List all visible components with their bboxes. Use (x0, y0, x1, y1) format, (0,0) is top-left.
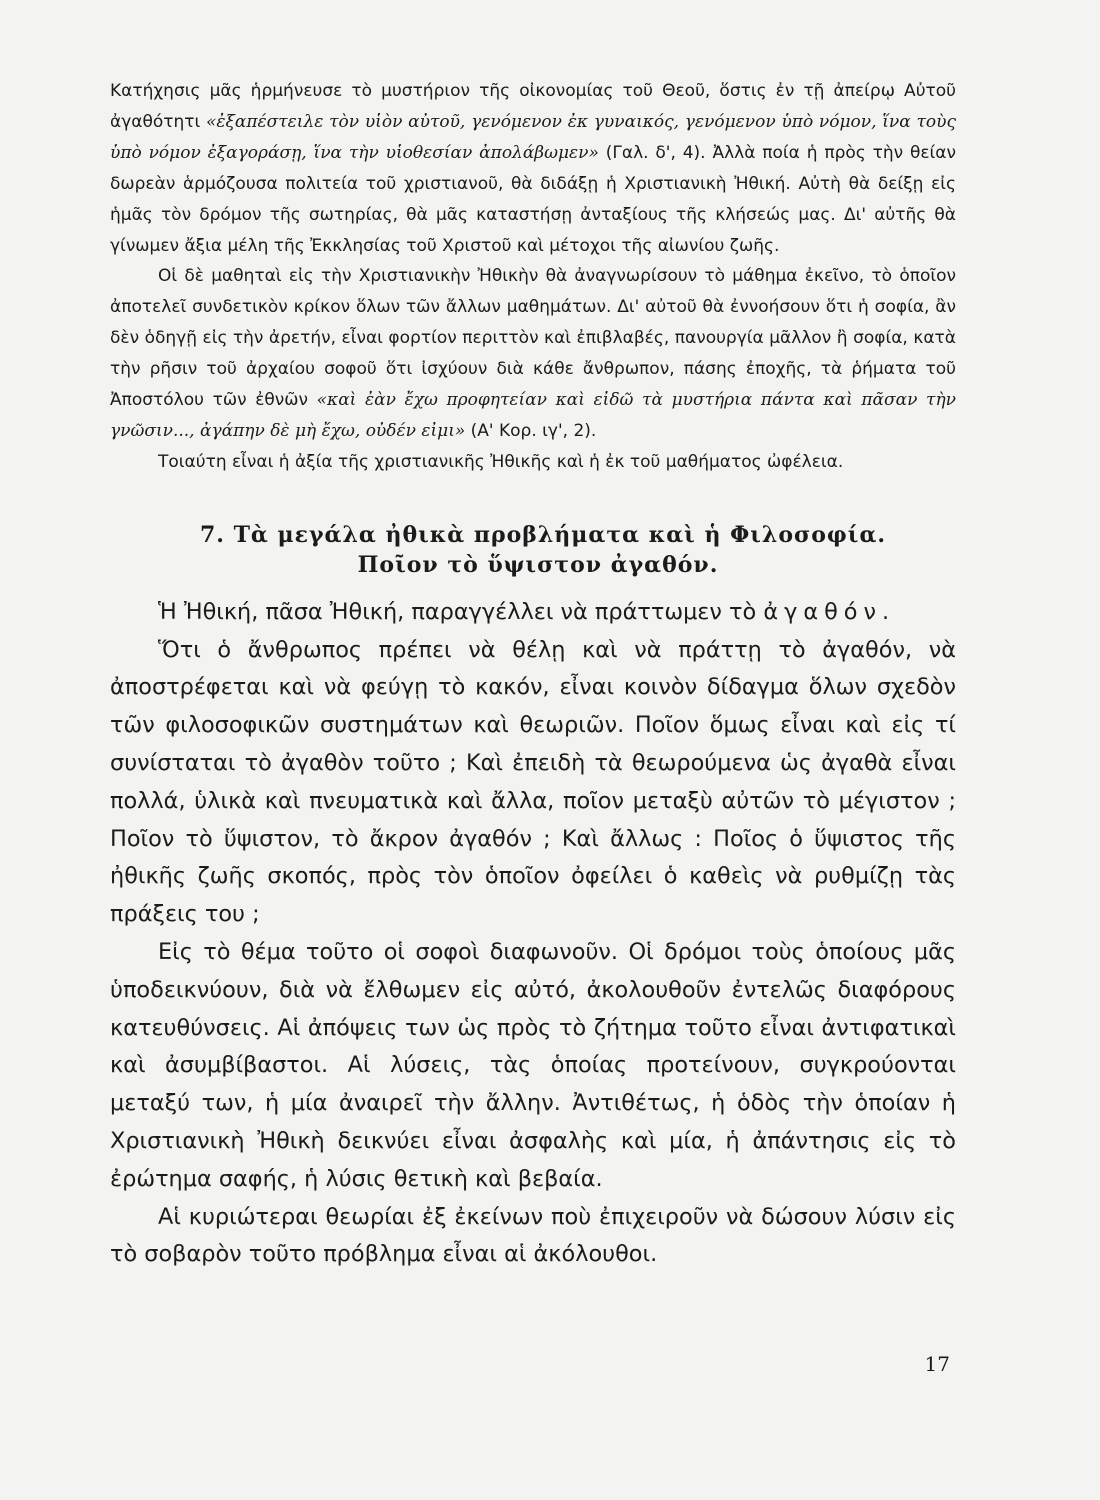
quote-corinthians: «καὶ ἐὰν ἔχω προφητείαν καὶ εἰδῶ τὰ μυστήρια πάντα καὶ πᾶσαν τὴν γνῶσιν..., ἀγάπην δὲ μὴ ἔχω, οὐδέν εἰμι» (110, 390, 956, 441)
page-number: 17 (924, 1352, 950, 1376)
paragraph-students: Οἱ δὲ μαθηταὶ εἰς τὴν Χριστιανικὴν Ἠθικὴν θὰ ἀναγνωρίσουν τὸ μάθημα ἐκεῖνο, τὸ ὁποῖον ἀποτελεῖ συνδετικὸν κρίκον ὅλων τῶν ἄλλων μαθημάτων. Δι' αὐτοῦ θὰ ἐννοήσουν ὅτι ἡ σοφία, ἂν δὲν ὁδηγῇ εἰς τὴν ἀρετήν, εἶναι φορτίον περιττὸν καὶ ἐπιβλαβές, πανουργία μᾶλλον ἢ σοφία, κατὰ τὴν ρῆσιν τοῦ ἀρχαίου σοφοῦ ὅτι ἰσχύουν διὰ κάθε ἄνθρωπον, πάσης ἐποχῆς, τὰ ῥήματα τοῦ Ἀποστόλου τῶν ἐθνῶν «καὶ ἐὰν ἔχω προφητείαν καὶ εἰδῶ τὰ μυστήρια πάντα καὶ πᾶσαν τὴν γνῶσιν..., ἀγάπην δὲ μὴ ἔχω, οὐδέν εἰμι» (Α' Κορ. ιγ', 2). (110, 266, 956, 441)
paragraph-ethics: Ἡ Ἠθική, πᾶσα Ἠθική, παραγγέλλει νὰ πράττωμεν τὸ ἀγαθόν. (158, 598, 890, 625)
paragraph-good: Ὅτι ὁ ἄνθρωπος πρέπει νὰ θέλῃ καὶ νὰ πράττῃ τὸ ἀγαθόν, νὰ ἀποστρέφεται καὶ νὰ φεύγῃ τὸ κακόν, εἶναι κοινὸν δίδαγμα ὅλων σχεδὸν τῶν φιλοσοφικῶν συστημάτων καὶ θεωριῶν. Ποῖον ὅμως εἶναι καὶ εἰς τί συνίσταται τὸ ἀγαθὸν τοῦτο ; Καὶ ἐπειδὴ τὰ θεωρούμενα ὡς ἀγαθὰ εἶναι πολλά, ὑλικὰ καὶ πνευματικὰ καὶ ἄλλα, ποῖον μεταξὺ αὐτῶν τὸ μέγιστον ; Ποῖον τὸ ὕψιστον, τὸ ἄκρον ἀγαθόν ; Καὶ ἄλλως : Ποῖος ὁ ὕψιστος τῆς ἠθικῆς ζωῆς σκοπός, πρὸς τὸν ὁποῖον ὀφείλει ὁ καθεὶς νὰ ρυθμίζῃ τὰς πράξεις του ; (110, 636, 956, 928)
spaced-word-agathon: ἀγαθόν (763, 598, 883, 625)
section-heading (110, 520, 956, 580)
paragraph-theories: Αἱ κυριώτεραι θεωρίαι ἐξ ἐκείνων ποὺ ἐπιχειροῦν νὰ δώσουν λύσιν εἰς τὸ σοβαρὸν τοῦτο πρόβλημα εἶναι αἱ ἀκόλουθοι. (110, 1203, 956, 1268)
section-heading-subtitle: Ποῖον τὸ ὕψιστον ἀγαθόν. (357, 551, 719, 578)
section-body (110, 594, 956, 1274)
paragraph-value: Τοιαύτη εἶναι ἡ ἀξία τῆς χριστιανικῆς Ἠθικῆς καὶ ἡ ἐκ τοῦ μαθήματος ὠφέλεια. (158, 451, 844, 472)
paragraph-catechesis: Κατήχησις μᾶς ἡρμήνευσε τὸ μυστήριον τῆς οἰκονομίας τοῦ Θεοῦ, ὅστις ἐν τῇ ἀπείρῳ Αὐτοῦ ἀγαθότητι «ἐξαπέστειλε τὸν υἱὸν αὐτοῦ, γενόμενον ἐκ γυναικός, γενόμενον ὑπὸ νόμον, ἵνα τοὺς ὑπὸ νόμον ἐξαγοράσῃ, ἵνα τὴν υἱοθεσίαν ἀπολάβωμεν» (Γαλ. δ', 4). Ἀλλὰ ποία ἡ πρὸς τὴν θείαν δωρεὰν ἁρμόζουσα πολιτεία τοῦ χριστιανοῦ, θὰ διδάξῃ ἡ Χριστιανικὴ Ἠθική. Αὐτὴ θὰ δείξῃ εἰς ἡμᾶς τὸν δρόμον τῆς σωτηρίας, θὰ μᾶς καταστήσῃ ἀνταξίους τῆς κλήσεώς μας. Δι' αὐτῆς θὰ γίνωμεν ἄξια μέλη τῆς Ἐκκλησίας τοῦ Χριστοῦ καὶ μέτοχοι τῆς αἰωνίου ζωῆς. (110, 81, 956, 256)
section-heading-title: 7. Τὰ μεγάλα ἠθικὰ προβλήματα καὶ ἡ Φιλοσοφία. (199, 521, 887, 548)
upper-text-block (110, 76, 956, 478)
paragraph-wise-disagree: Εἰς τὸ θέμα τοῦτο οἱ σοφοὶ διαφωνοῦν. Οἱ δρόμοι τοὺς ὁποίους μᾶς ὑποδεικνύουν, διὰ νὰ ἔλθωμεν εἰς αὐτό, ἀκολουθοῦν ἐντελῶς διαφόρους κατευθύνσεις. Αἱ ἀπόψεις των ὡς πρὸς τὸ ζήτημα τοῦτο εἶναι ἀντιφατικαὶ καὶ ἀσυμβίβαστοι. Αἱ λύσεις, τὰς ὁποίας προτείνουν, συγκρούονται μεταξύ των, ἡ μία ἀναιρεῖ τὴν ἄλλην. Ἀντιθέτως, ἡ ὁδὸς τὴν ὁποίαν ἡ Χριστιανικὴ Ἠθικὴ δεικνύει εἶναι ἀσφαλὴς καὶ μία, ἡ ἀπάντησις εἰς τὸ ἐρώτημα σαφής, ἡ λύσις θετικὴ καὶ βεβαία. (110, 938, 956, 1192)
quote-galatians: «ἐξαπέστειλε τὸν υἱὸν αὐτοῦ, γενόμενον ἐκ γυναικός, γενόμενον ὑπὸ νόμον, ἵνα τοὺς ὑπὸ νόμον ἐξαγοράσῃ, ἵνα τὴν υἱοθεσίαν ἀπολάβωμεν» (110, 111, 956, 163)
